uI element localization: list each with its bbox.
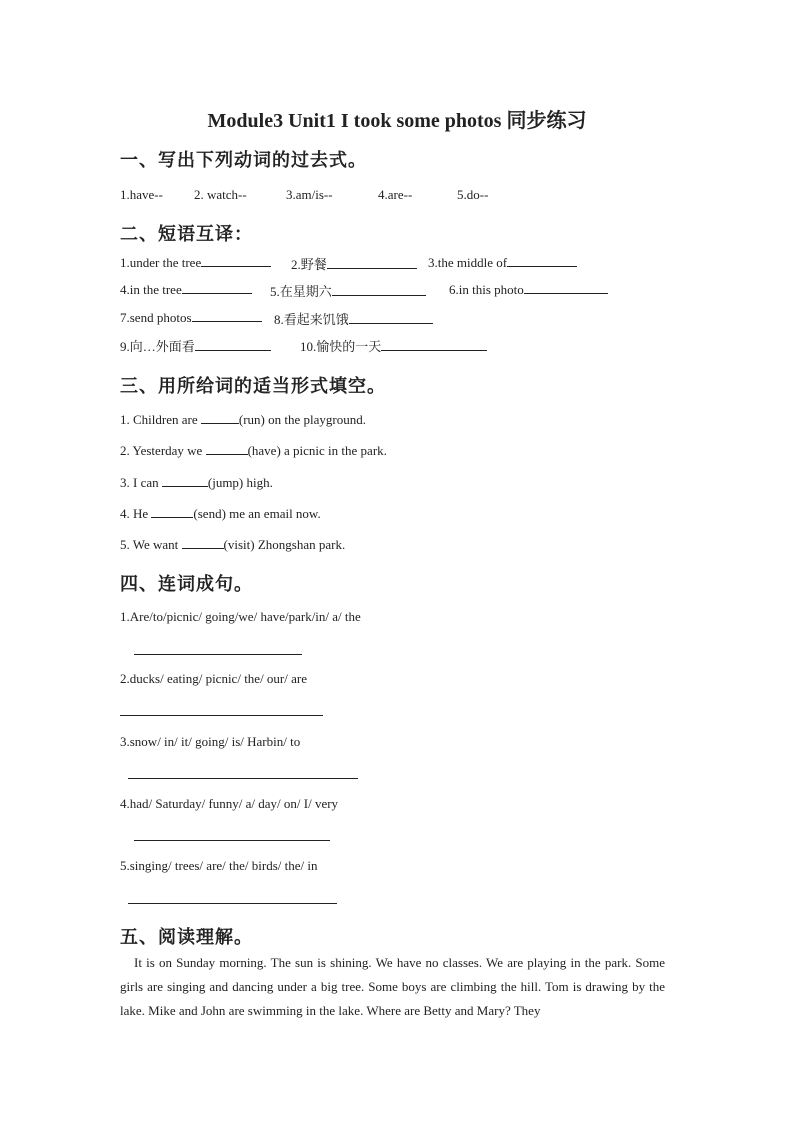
reading-passage: It is on Sunday morning. The sun is shining. We have no classes. We are playing in the park. Some girls are singing and dancing under a big tree. Some boys are climbing the hill. Tom is drawing by the lake. Mike and John are swimming in the lake. Where are Betty and Mary? They: [120, 955, 665, 1018]
answer-blank[interactable]: [381, 338, 487, 351]
verb-item-5: 5.do--: [457, 187, 489, 202]
answer-blank[interactable]: [162, 474, 208, 487]
phrase-item: 7.send photos: [120, 309, 262, 326]
fill-item-1: 1. Children are (run) on the playground.: [120, 412, 366, 427]
answer-line[interactable]: [128, 778, 358, 779]
phrase-item: 2.野餐: [291, 254, 417, 273]
answer-blank[interactable]: [349, 311, 433, 324]
word-order-item-5: 5.singing/ trees/ are/ the/ birds/ the/ in: [120, 858, 318, 873]
fill-item-5: 5. We want (visit) Zhongshan park.: [120, 537, 346, 552]
section2-heading: 二、短语互译：: [120, 224, 253, 245]
answer-blank[interactable]: [201, 411, 239, 424]
phrase-item: 3.the middle of: [428, 254, 577, 271]
page-title: Module3 Unit1 I took some photos 同步练习: [207, 110, 587, 132]
word-order-item-2: 2.ducks/ eating/ picnic/ the/ our/ are: [120, 671, 307, 686]
phrase-item: 5.在星期六: [270, 281, 426, 300]
phrase-item: 4.in the tree: [120, 281, 252, 298]
answer-line[interactable]: [134, 840, 330, 841]
phrase-item: 9.向…外面看: [120, 336, 271, 355]
answer-blank[interactable]: [192, 309, 262, 322]
section5-heading: 五、阅读理解。: [120, 927, 253, 948]
answer-blank[interactable]: [182, 536, 224, 549]
answer-blank[interactable]: [327, 256, 417, 269]
answer-blank[interactable]: [206, 442, 248, 455]
answer-line[interactable]: [134, 654, 302, 655]
section4-heading: 四、连词成句。: [120, 574, 253, 595]
phrase-item: 1.under the tree: [120, 254, 271, 271]
answer-blank[interactable]: [182, 281, 252, 294]
verb-item-1: 1.have--: [120, 187, 163, 202]
fill-item-3: 3. I can (jump) high.: [120, 475, 273, 490]
answer-line[interactable]: [120, 715, 323, 716]
answer-blank[interactable]: [507, 254, 577, 267]
fill-item-4: 4. He (send) me an email now.: [120, 506, 321, 521]
word-order-item-4: 4.had/ Saturday/ funny/ a/ day/ on/ I/ very: [120, 796, 339, 811]
section3-heading: 三、用所给词的适当形式填空。: [120, 376, 386, 397]
verb-item-3: 3.am/is--: [286, 187, 333, 202]
phrase-item: 8.看起来饥饿: [274, 309, 433, 328]
fill-item-2: 2. Yesterday we (have) a picnic in the park.: [120, 443, 387, 458]
answer-blank[interactable]: [332, 283, 426, 296]
answer-line[interactable]: [128, 903, 337, 904]
answer-blank[interactable]: [201, 254, 271, 267]
answer-blank[interactable]: [151, 505, 193, 518]
section1-heading: 一、写出下列动词的过去式。: [120, 150, 367, 171]
word-order-item-1: 1.Are/to/picnic/ going/we/ have/park/in/ a/ the: [120, 609, 361, 624]
phrase-item: 10.愉快的一天: [300, 336, 487, 355]
word-order-item-3: 3.snow/ in/ it/ going/ is/ Harbin/ to: [120, 734, 301, 749]
answer-blank[interactable]: [524, 281, 608, 294]
verb-item-2: 2. watch--: [194, 187, 247, 202]
answer-blank[interactable]: [195, 338, 271, 351]
verb-item-4: 4.are--: [378, 187, 413, 202]
phrase-item: 6.in this photo: [449, 281, 608, 298]
